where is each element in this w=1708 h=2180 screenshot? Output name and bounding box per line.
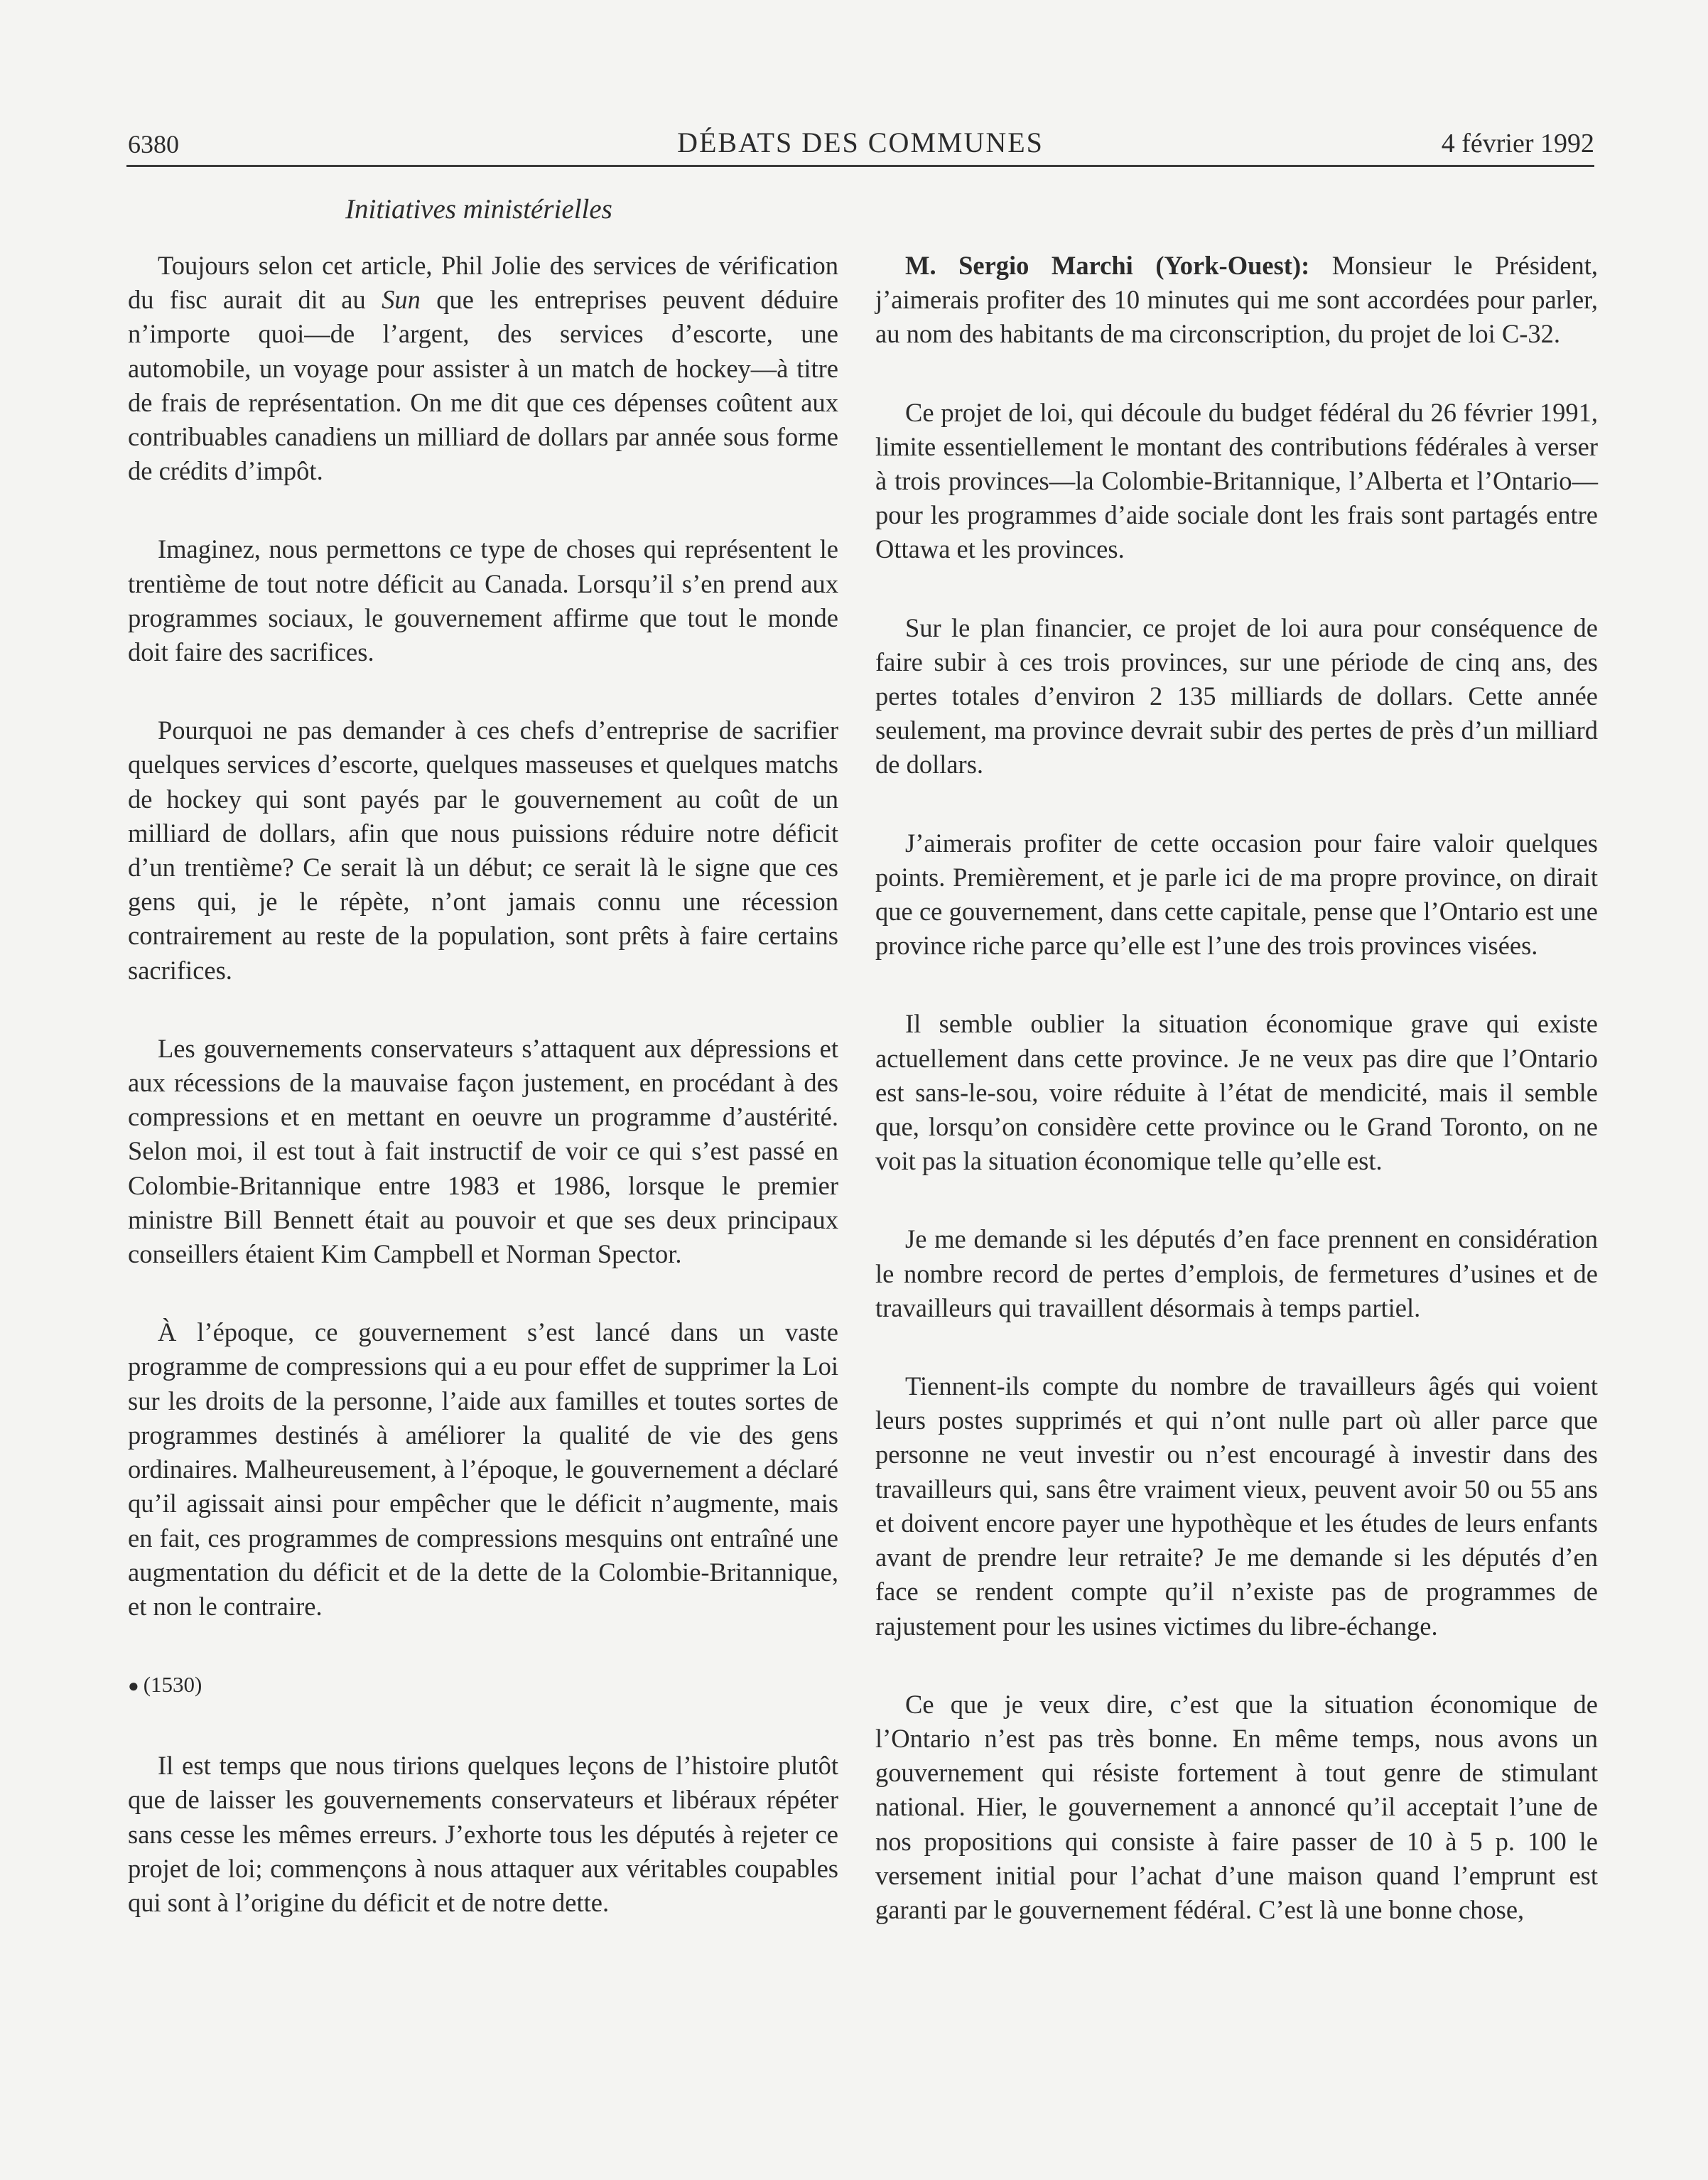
bullet-icon: ● — [128, 1676, 139, 1697]
paragraph-text: Toujours selon cet article, Phil Jolie des services de vérification du fisc aurait dit au — [128, 251, 838, 315]
left-column — [128, 249, 838, 1964]
paragraph-text: Monsieur le Président, j’aimerais profiter des 10 minutes qui me sont accordées pour parler, au nom des habitants de ma circonscription, du projet de loi C-32. — [875, 251, 1599, 349]
publication-title: DÉBATS DES COMMUNES — [677, 126, 1044, 158]
paragraph: Pourquoi ne pas demander à ces chefs d’entreprise de sacrifier quelques services d’escorte, quelques masseuses et quelques matchs de hockey qui sont payés par le gouvernement au coût de un milliard de dollars, afin que nous puissions réduire notre déficit d’un trentième? Ce serait là un début; ce serait là le signe que ces gens qui, je le répète, n’ont jamais connu une récession contrairement au reste de la population, sont prêts à faire certains sacrifices. — [128, 716, 838, 985]
paragraph: Il semble oublier la situation économique grave qui existe actuellement dans cette province. Je ne veux pas dire que l’Ontario est sans-le-sou, voire réduite à l’état de mendicité, mais il semble que, lorsqu’on considère cette province ou le Grand Toronto, on ne voit pas la situation économique telle qu’elle est. — [875, 1009, 1598, 1176]
paragraph: Ce projet de loi, qui découle du budget fédéral du 26 février 1991, limite essentiellement le montant des contributions fédérales à verser à trois provinces—la Colombie-Britannique, l’Alberta et l’Ontario—pour les programmes d’aide sociale dont les frais sont partagés entre Ottawa et les provinces. — [875, 397, 1598, 564]
paragraph: Les gouvernements conservateurs s’attaquent aux dépressions et aux récessions de la mauvaise façon justement, en procédant à des compressions et en mettant en oeuvre un programme d’austérité. Selon moi, il est tout à fait instructif de voir ce qui s’est passé en Colombie-Britannique entre 1983 et 1986, lorsque le premier ministre Bill Bennett était au pouvoir et que ses deux principaux conseillers étaient Kim Campbell et Norman Spector. — [128, 1033, 838, 1269]
paragraph: Sur le plan financier, ce projet de loi aura pour conséquence de faire subir à ces trois provinces, sur une période de cinq ans, des pertes totales d’environ 2 135 milliards de dollars. Cette année seulement, ma province devrait subir des pertes de près d’un milliard de dollars. — [875, 613, 1598, 779]
paragraph-text: que les entreprises peuvent déduire n’importe quoi—de l’argent, des services d’escorte, une automobile, un voyage pour assister à un match de hockey—à titre de frais de représentation. On me dit que ces dépenses coûtent aux contribuables canadiens un milliard de dollars par année sous forme de crédits d’impôt. — [128, 285, 838, 486]
paragraph: Je me demande si les députés d’en face prennent en considération le nombre record de pertes d’emplois, de fermetures d’usines et de travailleurs qui travaillent désormais à temps partiel. — [875, 1224, 1598, 1322]
section-title: Initiatives ministérielles — [345, 194, 612, 225]
paragraph: Ce que je veux dire, c’est que la situation économique de l’Ontario n’est pas très bonne. En même temps, nous avons un gouvernement qui résiste fortement à tout genre de stimulant national. Hier, le gouvernement a annoncé qu’il acceptait l’une de nos propositions qui consiste à faire passer de 10 à 5 p. 100 le versement initial pour l’achat d’une maison quand l’emprunt est garanti par le gouvernement fédéral. C’est là une bonne chose, — [875, 1689, 1598, 1924]
paragraph: À l’époque, ce gouvernement s’est lancé dans un vaste programme de compressions qui a eu pour effet de supprimer la Loi sur les droits de la personne, l’aide aux familles et toutes sortes de programmes destinés à améliorer la qualité de vie des gens ordinaires. Malheureusement, à l’époque, le gouvernement a déclaré qu’il agissait ainsi pour empêcher que le déficit n’augmente, mais en fait, ces programmes de compressions mesquins ont entraîné une augmentation du déficit et de la dette de la Colombie-Britannique, et non le contraire. — [128, 1317, 838, 1621]
paragraph: Imaginez, nous permettons ce type de choses qui représentent le trentième de tout notre déficit au Canada. Lorsqu’il s’en prend aux programmes sociaux, le gouvernement affirme que tout le monde doit faire des sacrifices. — [128, 534, 838, 667]
right-column — [875, 249, 1598, 1971]
page-header — [126, 122, 1594, 167]
page-number: 6380 — [128, 130, 179, 158]
time-marker — [128, 1668, 838, 1703]
time-marker-text: (1530) — [143, 1672, 202, 1698]
paragraph: J’aimerais profiter de cette occasion pour faire valoir quelques points. Premièrement, et je parle ici de ma propre province, on dirait que ce gouvernement, dans cette capitale, pense que l’Ontario est une province riche parce qu’elle est l’une des trois provinces visées. — [875, 828, 1598, 961]
paragraph — [128, 249, 838, 488]
paragraph: Tiennent-ils compte du nombre de travailleurs âgés qui voient leurs postes supprimés et qui n’ont nulle part où aller parce que personne ne veut investir ou n’est encouragé à investir dans des travailleurs qui, sans être vraiment vieux, peuvent avoir 50 ou 55 ans et doivent encore payer une hypothèque et les études de leurs enfants avant de prendre leur retraite? Je me demande si les députés d’en face se rendent compte qu’il n’existe pas de programmes de rajustement pour les usines victimes du libre-échange. — [875, 1371, 1598, 1641]
speaker-name: M. Sergio Marchi (York-Ouest): — [905, 251, 1310, 280]
paragraph — [875, 249, 1598, 352]
newspaper-name: Sun — [382, 285, 421, 315]
paragraph: Il est temps que nous tirions quelques leçons de l’histoire plutôt que de laisser les gouvernements conservateurs et libéraux répéter sans cesse les mêmes erreurs. J’exhorte tous les députés à rejeter ce projet de loi; commençons à nous attaquer aux véritables coupables qui sont à l’origine du déficit et de notre dette. — [128, 1751, 838, 1917]
publication-date: 4 février 1992 — [1441, 129, 1594, 158]
